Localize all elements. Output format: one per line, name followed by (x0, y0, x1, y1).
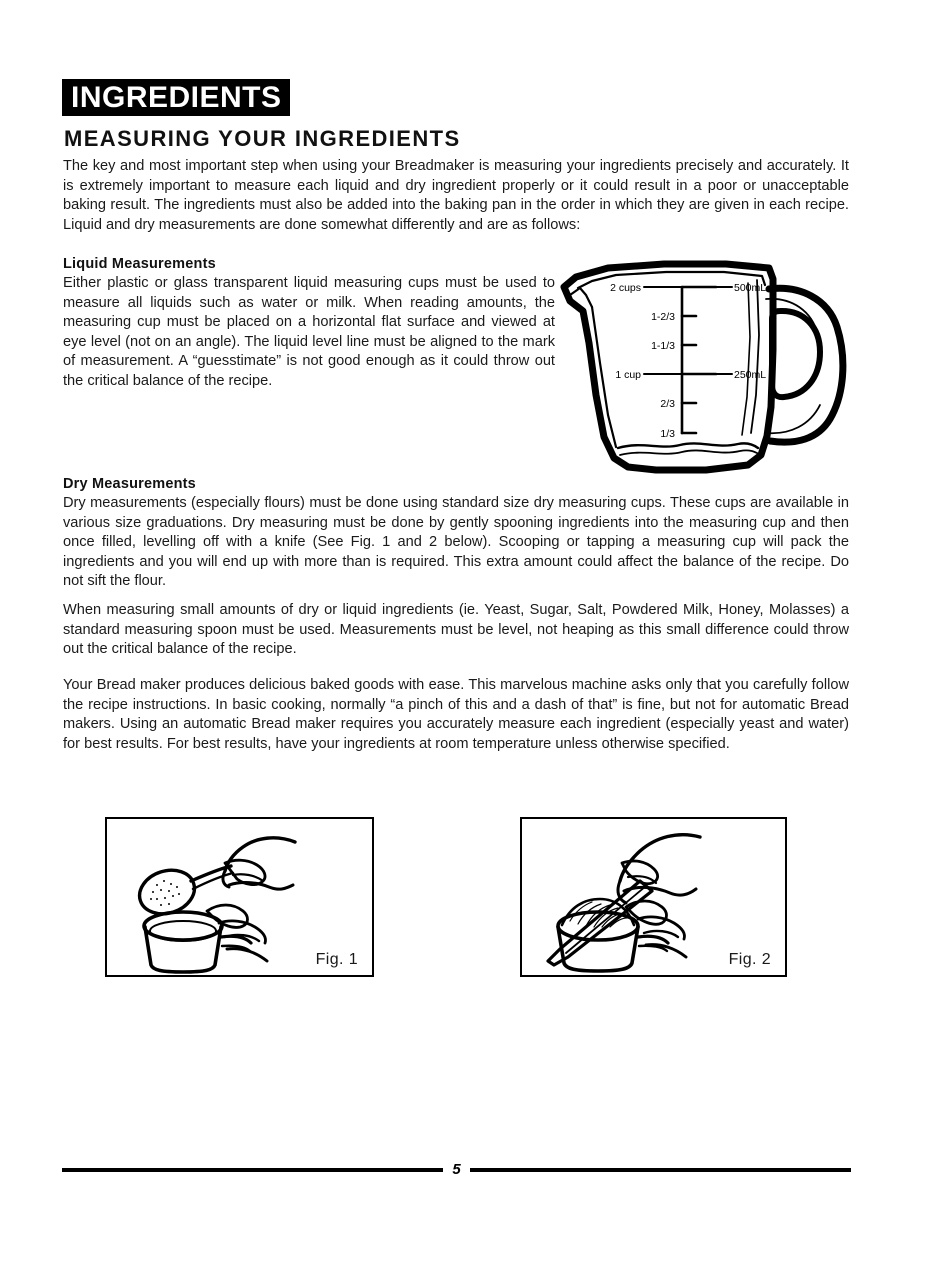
cup-mark-1-2-3: 1-2/3 (651, 311, 675, 323)
cup-mark-2-cups: 2 cups (610, 282, 641, 294)
measuring-cup-icon (556, 255, 856, 480)
page-number: 5 (452, 1161, 461, 1178)
liquid-measurements-heading: Liquid Measurements (63, 256, 216, 272)
closing-paragraph: Your Bread maker produces delicious baked goods with ease. This marvelous machine asks only that you carefully follow the recipe instructions. In basic cooking, normally “a pinch of this and a dash of that” is fine, but not for automatic Bread makers. Using an automatic Bread maker requires you accurately measure each ingredient (especially yeast and water) for best results. For best results, have your ingredients at room temperature unless otherwise specified. (63, 677, 849, 752)
figure-2-caption: Fig. 2 (728, 951, 771, 968)
small-amounts-section (63, 601, 849, 660)
cup-mark-1-1-3: 1-1/3 (651, 340, 675, 352)
closing-section (63, 676, 849, 754)
dry-measurements-paragraph: Dry measurements (especially flours) must be done using standard size dry measuring cups. These cups are available in various size graduations. Dry measuring must be done by gently spooning ingredients into the measuring cup and then once filled, levelling off with a knife (See Fig. 1 and 2 below). Scooping or tapping a measuring cup will pack the ingredients and you will end up with more than is required. This extra amount could affect the balance of the recipe. Do not sift the flour. (63, 495, 849, 590)
intro-section (63, 157, 849, 235)
page-footer (62, 1162, 851, 1177)
cup-mark-500ml: 500mL (734, 282, 767, 294)
dry-measurements-heading: Dry Measurements (63, 476, 196, 492)
footer-rule-right (470, 1168, 851, 1172)
figure-1-caption: Fig. 1 (315, 951, 358, 968)
section-banner-label: INGREDIENTS (71, 80, 282, 114)
cup-mark-250ml: 250mL (734, 369, 767, 381)
cup-mark-1-3: 1/3 (660, 428, 675, 440)
small-amounts-paragraph: When measuring small amounts of dry or liquid ingredients (ie. Yeast, Sugar, Salt, Powdered Milk, Honey, Molasses) a standard measuring spoon must be used. Measurements must be level, not heaping as this small difference could throw out the critical balance of the recipe. (63, 602, 849, 658)
cup-mark-2-3: 2/3 (660, 398, 675, 410)
liquid-measurements-section (63, 256, 555, 392)
cup-mark-1-cup: 1 cup (615, 369, 641, 381)
page-title: MEASURING YOUR INGREDIENTS (64, 126, 461, 151)
figure-2-box (520, 817, 787, 977)
figure-1-box (105, 817, 374, 977)
liquid-measurements-paragraph: Either plastic or glass transparent liquid measuring cups must be used to measure all liquids such as water or milk. When reading amounts, the measuring cup must be placed on a horizontal flat surface and viewed at eye level (not on an angle). The liquid level line must be aligned to the mark of measurement. A “guesstimate” is not good enough as it could throw out the critical balance of the recipe. (63, 275, 555, 389)
footer-rule-left (62, 1168, 443, 1172)
intro-paragraph: The key and most important step when using your Breadmaker is measuring your ingredients precisely and accurately. It is extremely important to measure each liquid and dry ingredient properly or it could result in a poor or unacceptable baking result. The ingredients must also be added into the baking pan in the order in which they are given in each recipe. Liquid and dry measurements are done somewhat differently and are as follows: (63, 158, 849, 233)
dry-measurements-section (63, 476, 849, 592)
measuring-cup-figure (556, 255, 856, 480)
section-banner (62, 79, 290, 116)
